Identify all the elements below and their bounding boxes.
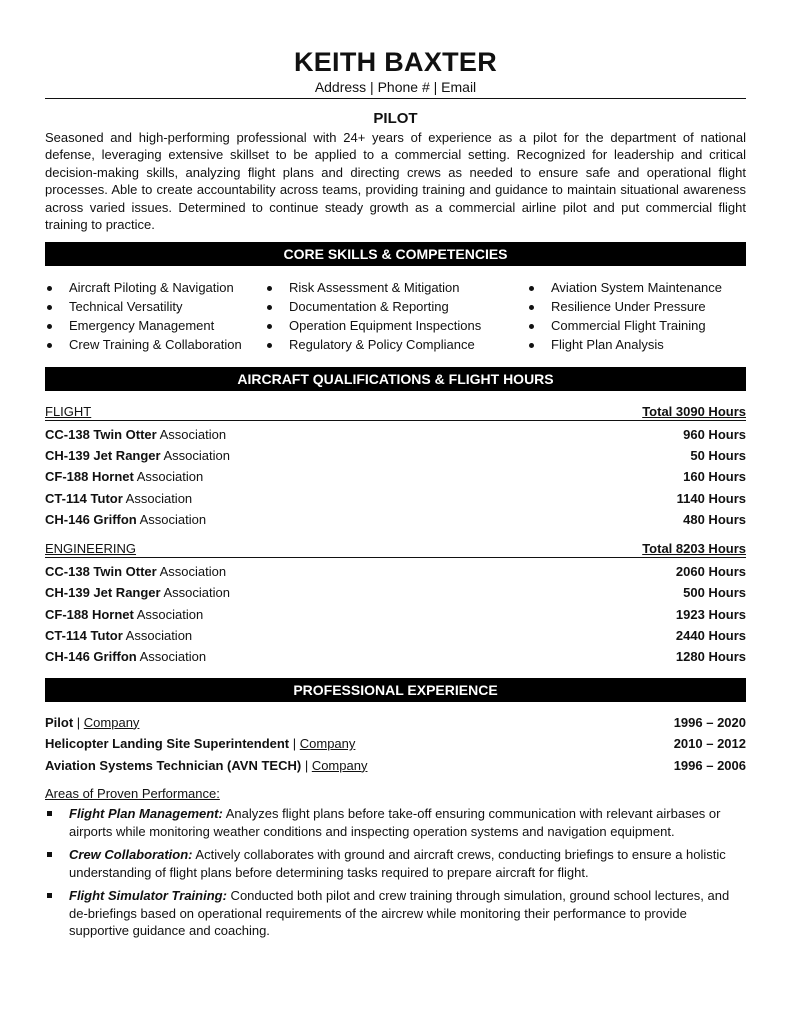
role-dates: 2010 – 2012: [673, 736, 746, 752]
achievement-item: [45, 805, 746, 840]
aircraft-name: CC-138 Twin Otter: [45, 426, 157, 442]
aircraft-role: Association: [136, 511, 207, 527]
flight-hours-header: [45, 403, 746, 421]
achievement-lead: Crew Collaboration:: [69, 847, 193, 863]
aircraft-role: Association: [133, 606, 204, 622]
company-name: Company: [83, 714, 140, 730]
candidate-name: KEITH BAXTER: [293, 47, 498, 77]
skills-column-3: [527, 279, 746, 354]
aircraft-hours: 2440 Hours: [675, 628, 746, 643]
aircraft-hours: 500 Hours: [683, 585, 746, 601]
aircraft-row: [45, 561, 746, 582]
skill-item: Risk Assessment & Mitigation: [265, 279, 527, 298]
aircraft-role: Association: [156, 426, 227, 442]
role-dates: 1996 – 2006: [673, 757, 746, 773]
skill-item: Documentation & Reporting: [265, 298, 527, 317]
aircraft-row: [45, 509, 746, 530]
skill-item: Resilience Under Pressure: [527, 298, 746, 317]
skill-item: Flight Plan Analysis: [527, 336, 746, 355]
role-row: [45, 712, 746, 734]
aircraft-row: [45, 488, 746, 509]
aircraft-row: [45, 445, 746, 466]
aircraft-name: CT-114 Tutor: [45, 490, 123, 506]
aircraft-name: CH-146 Griffon: [45, 511, 137, 527]
aircraft-hours: 480 Hours: [683, 511, 746, 527]
aircraft-hours: 1280 Hours: [675, 649, 746, 665]
flight-hours-list: [45, 424, 746, 530]
achievement-text: Conducted both pilot and crew training through simulation, ground school lectures, and de-briefings based on operational requirements of the aircrew while monitoring their performance to provide supportive guidance and coaching.: [69, 888, 730, 939]
skill-item: Technical Versatility: [45, 298, 265, 317]
achievement-text: Actively collaborates with ground and aircraft crews, conducting briefings to ensure a holistic understanding of flight plans before determining tasks required to prepare aircraft for flight.: [69, 847, 726, 880]
skills-section-heading: CORE SKILLS & COMPETENCIES: [45, 242, 746, 266]
aircraft-hours: 1140 Hours: [676, 490, 746, 506]
summary-paragraph: Seasoned and high-performing professional with 24+ years of experience as a pilot for the department of national defense, leveraging extensive skillset to be applied to a commercial setting. Recognized for leadership and critical decision-making skills, analyzing flight plans and directing crews as needed to ensure safe and operational flight processes. Able to create accountability across teams, providing training and guidance to maintain situational awareness across varied issues. Determined to continue steady growth as a commercial airline pilot and put commercial flight training to practice.: [45, 130, 746, 233]
achievement-list: [45, 805, 746, 940]
role-list: [45, 712, 746, 777]
achievement-lead: Flight Simulator Training:: [69, 888, 227, 904]
areas-heading: Areas of Proven Performance:: [45, 786, 220, 802]
skills-column-1: [45, 279, 265, 354]
skill-item: Aircraft Piloting & Navigation: [45, 279, 265, 298]
achievement-lead: Flight Plan Management:: [69, 806, 223, 822]
skills-grid: [45, 279, 746, 354]
aircraft-row: [45, 646, 746, 667]
role-separator: |: [73, 714, 84, 730]
skill-item: Operation Equipment Inspections: [265, 317, 527, 336]
aircraft-name: CH-139 Jet Ranger: [45, 447, 161, 463]
qualifications-section-heading: AIRCRAFT QUALIFICATIONS & FLIGHT HOURS: [45, 367, 746, 391]
engineering-label: ENGINEERING: [45, 541, 137, 557]
role-title: Aviation Systems Technician (AVN TECH): [45, 757, 302, 773]
aircraft-row: [45, 466, 746, 487]
contact-line: Address | Phone # | Email: [314, 79, 477, 95]
aircraft-name: CF-188 Hornet: [45, 606, 134, 622]
aircraft-row: [45, 604, 746, 625]
skill-item: Regulatory & Policy Compliance: [265, 336, 527, 355]
aircraft-hours: 960 Hours: [683, 426, 746, 442]
role-dates: 1996 – 2020: [673, 714, 746, 730]
aircraft-role: Association: [160, 585, 230, 601]
company-name: Company: [311, 757, 368, 773]
aircraft-role: Association: [122, 628, 193, 643]
skills-column-2: [265, 279, 527, 354]
aircraft-name: CH-139 Jet Ranger: [45, 585, 161, 601]
experience-section-heading: PROFESSIONAL EXPERIENCE: [45, 678, 746, 702]
engineering-hours-header: [45, 540, 746, 558]
company-name: Company: [299, 736, 356, 752]
header-divider: [45, 98, 746, 99]
achievement-item: [45, 887, 746, 940]
achievement-item: [45, 846, 746, 881]
aircraft-role: Association: [156, 564, 227, 580]
skill-item: Commercial Flight Training: [527, 317, 746, 336]
aircraft-name: CH-146 Griffon: [45, 649, 137, 665]
engineering-hours-list: [45, 561, 746, 667]
role-title: Pilot: [45, 714, 74, 730]
role-separator: |: [301, 757, 312, 773]
role-row: [45, 755, 746, 777]
aircraft-row: [45, 625, 746, 646]
role-row: [45, 733, 746, 755]
aircraft-name: CF-188 Hornet: [45, 469, 134, 485]
aircraft-row: [45, 582, 746, 603]
role-separator: |: [289, 736, 300, 752]
aircraft-role: Association: [133, 469, 204, 485]
aircraft-hours: 1923 Hours: [675, 606, 746, 622]
aircraft-name: CT-114 Tutor: [45, 628, 123, 643]
aircraft-role: Association: [122, 490, 193, 506]
skill-item: Emergency Management: [45, 317, 265, 336]
skill-item: Aviation System Maintenance: [527, 279, 746, 298]
achievement-text: Analyzes flight plans before take-off ensuring communication with relevant airbases or airports while monitoring weather conditions and inspecting operation systems and navigation equipment.: [69, 806, 721, 839]
aircraft-role: Association: [136, 649, 207, 665]
aircraft-hours: 50 Hours: [690, 447, 746, 463]
aircraft-name: CC-138 Twin Otter: [45, 564, 157, 580]
flight-total: Total 3090 Hours: [642, 403, 746, 419]
aircraft-hours: 160 Hours: [683, 469, 746, 485]
role-title: Helicopter Landing Site Superintendent: [45, 736, 290, 752]
aircraft-row: [45, 424, 746, 445]
flight-label: FLIGHT: [45, 403, 92, 419]
engineering-total: Total 8203 Hours: [642, 541, 746, 557]
aircraft-role: Association: [160, 447, 230, 463]
skill-item: Crew Training & Collaboration: [45, 336, 265, 355]
resume-page: [45, 44, 746, 946]
aircraft-hours: 2060 Hours: [675, 564, 746, 580]
job-title: PILOT: [373, 110, 418, 127]
